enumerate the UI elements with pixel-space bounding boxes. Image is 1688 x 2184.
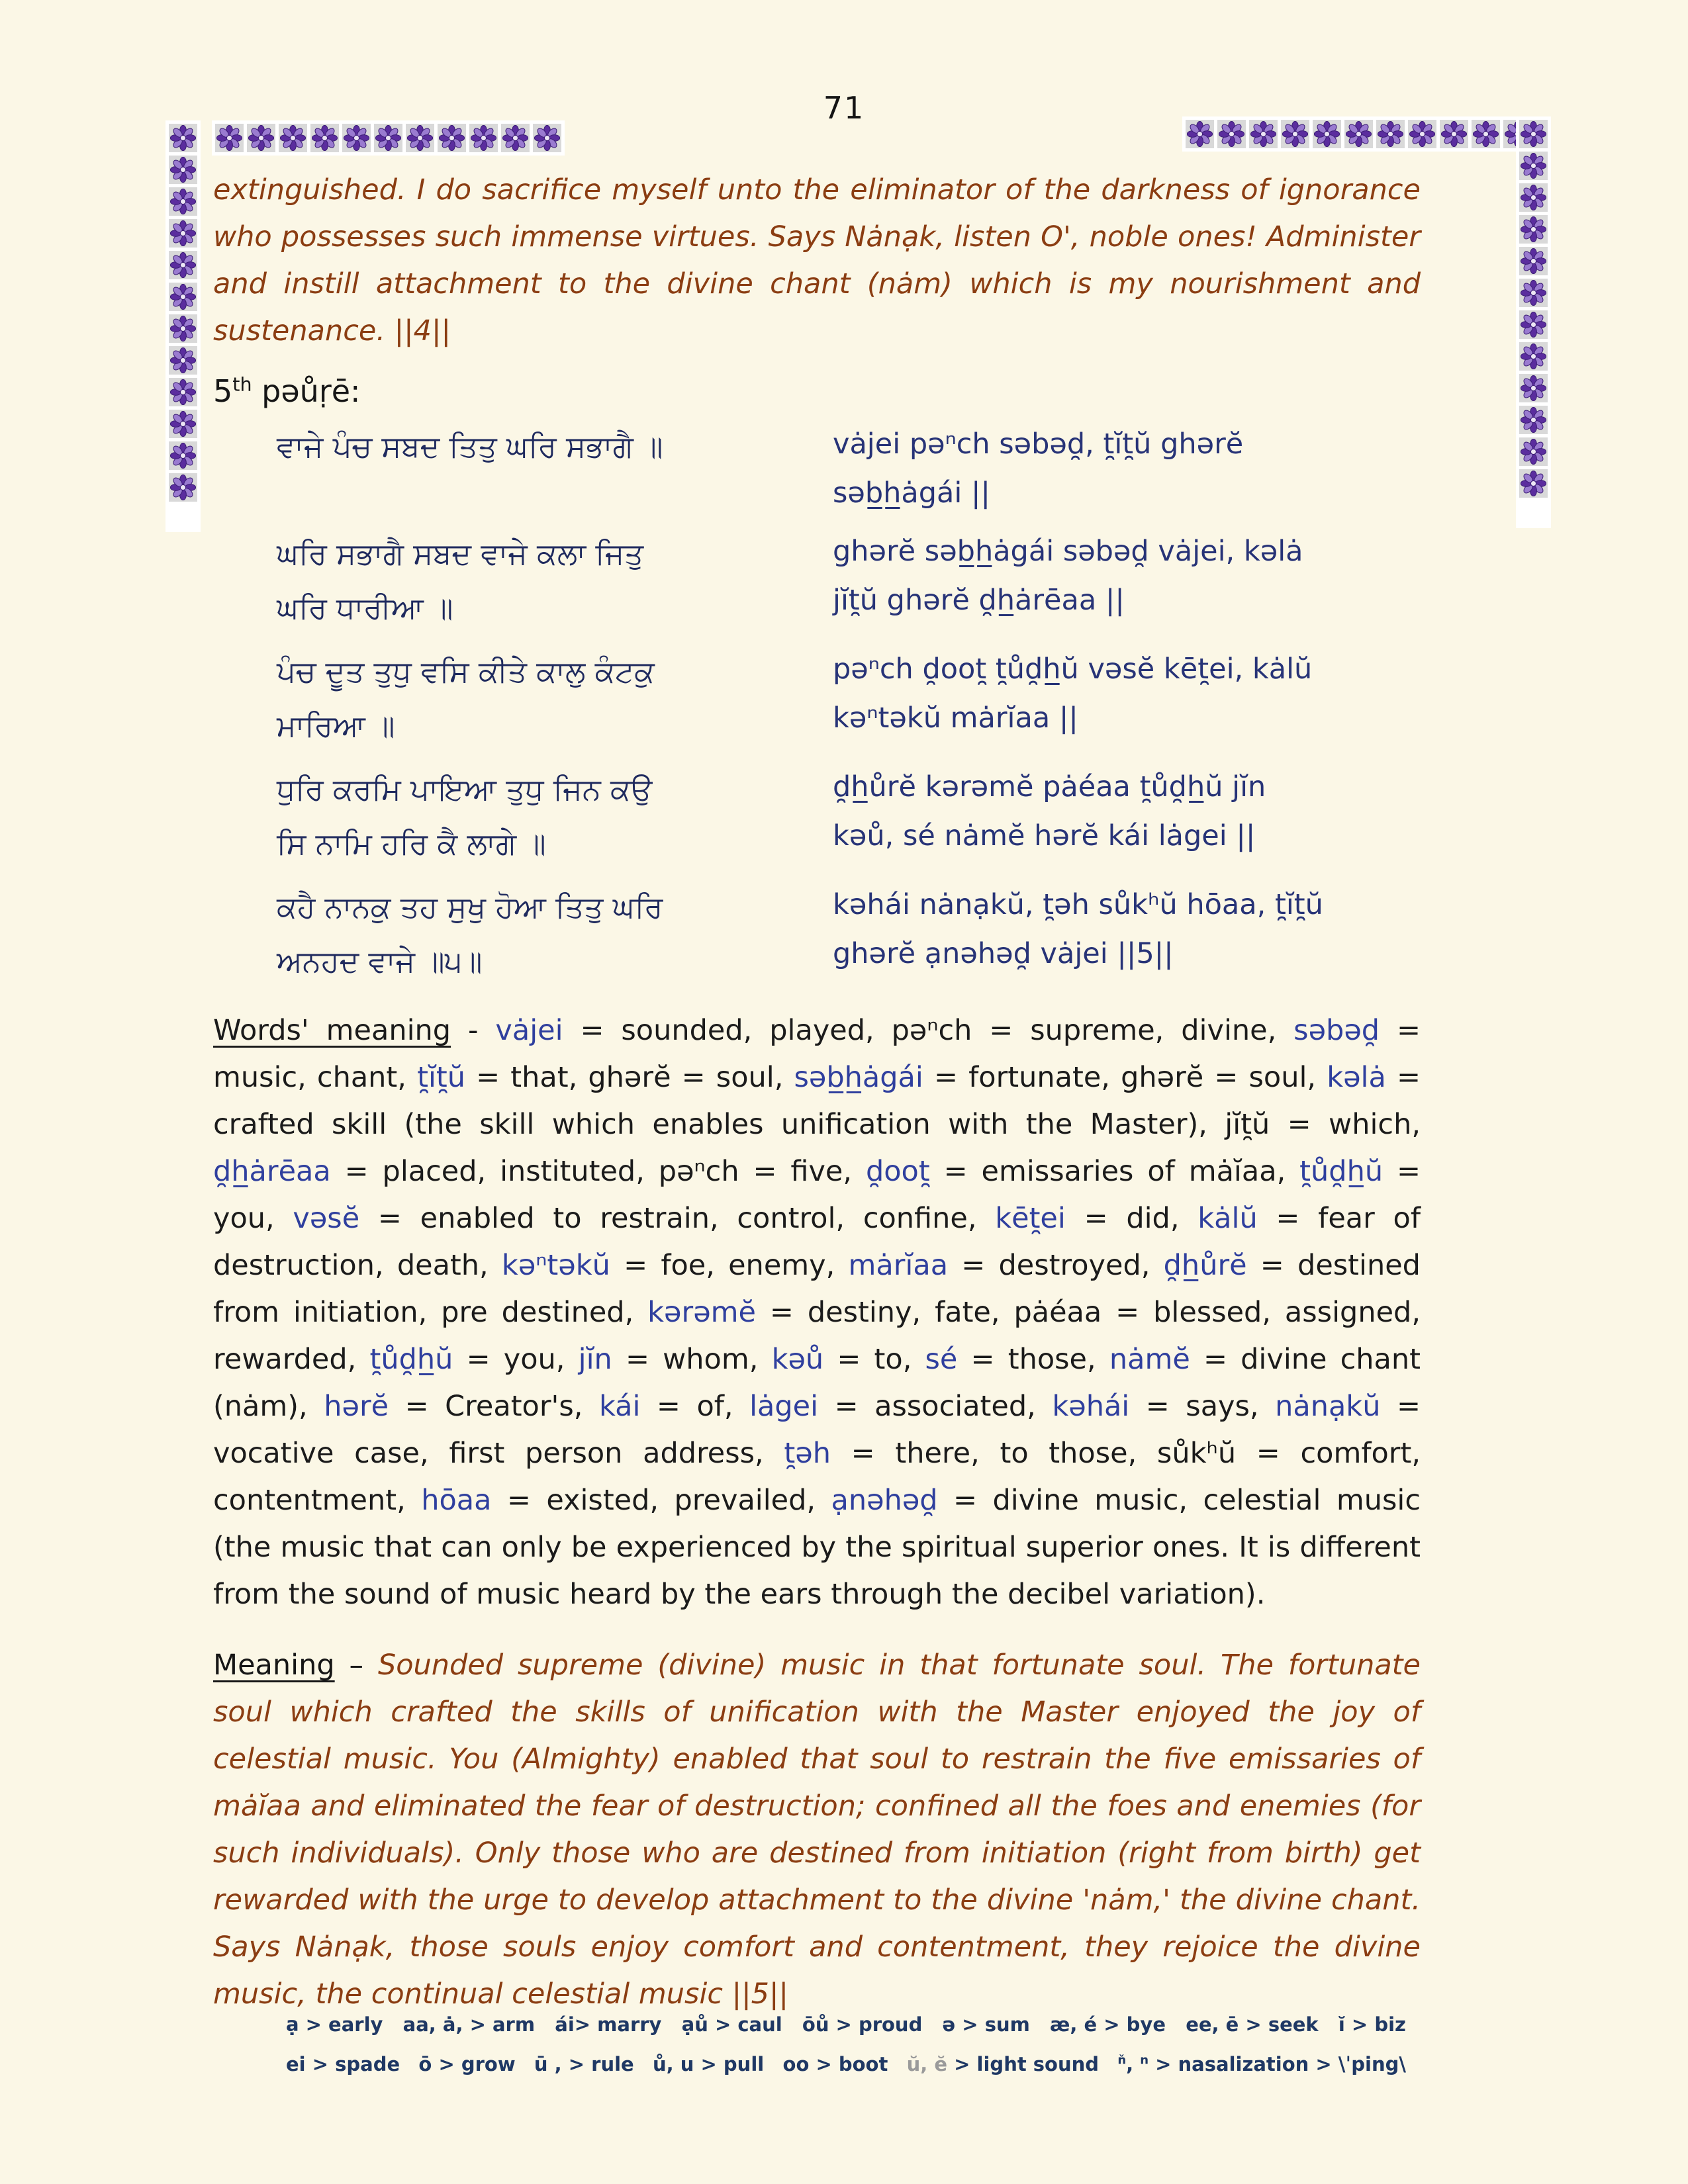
flower-icon — [169, 283, 197, 311]
flower-glyph — [344, 125, 369, 151]
text-segment: ĭ > biz — [1338, 2013, 1406, 2036]
gurmukhi-line: ਸਿ ਨਾਮਿ ਹਰਿ ਕੈ ਲਾਗੇ ॥ — [277, 826, 546, 861]
flower-glyph — [1521, 407, 1546, 433]
text-segment: ə > sum — [942, 2013, 1030, 2036]
flower-icon — [1519, 152, 1548, 180]
transliteration-cell — [833, 527, 1421, 625]
pronunciation-guide — [286, 2013, 1406, 2093]
meaning-text: Sounded supreme (divine) music in that fortunate soul. The fortunate soul which crafted the skills of unification with the Master enjoyed the joy of celestial music. You (Almighty) enabled that soul to restrain the five emissaries of mȧĭaa and eliminated the fear of destruction; confined all the foes and enemies (for such individuals). Only those who are destined from initiation (right from birth) get rewarded with the urge to develop attachment to the divine 'nȧm,' the divine chant. Says Nȧnạk, those souls enjoy comfort and contentment, they rejoice the divine music, the continual celestial music ||5|| — [213, 1649, 1421, 2011]
text-segment: ạů > caul — [681, 2013, 782, 2036]
flower-glyph — [1521, 343, 1546, 369]
flower-icon — [1519, 406, 1548, 434]
flower-icon — [1519, 310, 1548, 339]
text-segment: = vocative case, first person address, — [213, 1390, 1421, 1470]
text-segment: = destined from initiation, pre destined, — [213, 1249, 1421, 1329]
transliteration-line: kəhái nȧnạkŭ, t̯əh sůkʰŭ hōaa, t̯ĭt̯ŭ — [833, 888, 1323, 921]
text-segment: ái> marry — [555, 2013, 662, 2036]
pronunciation-item — [1117, 2053, 1406, 2075]
flower-icon — [1519, 437, 1548, 466]
flower-icon — [169, 314, 197, 343]
flower-icon — [374, 124, 402, 152]
text-segment: kəů — [771, 1343, 824, 1376]
flower-glyph — [1521, 185, 1546, 210]
pronunciation-item — [286, 2053, 400, 2075]
text-segment: n — [1140, 2053, 1149, 2068]
flower-icon — [1519, 374, 1548, 402]
text-segment: t̯ůd̯h̲ŭ — [369, 1343, 453, 1376]
text-segment: t̯ůd̯h̲ŭ — [1299, 1155, 1383, 1188]
text-segment: ōů > proud — [802, 2013, 923, 2036]
border-top-left-row — [212, 120, 565, 156]
text-segment: = you, — [213, 1155, 1421, 1235]
flower-icon — [1472, 120, 1500, 148]
flower-icon — [169, 219, 197, 248]
text-segment: = that, ghərĕ = soul, — [465, 1061, 794, 1094]
gurmukhi-cell — [277, 645, 833, 753]
page-content — [213, 167, 1421, 2018]
flower-glyph — [312, 125, 338, 151]
flower-icon — [169, 441, 197, 470]
text-segment: sé — [925, 1343, 958, 1376]
flower-icon — [279, 124, 307, 152]
pronunciation-item — [1050, 2013, 1166, 2036]
text-segment: = associated, — [818, 1390, 1053, 1423]
text-segment: = crafted skill (the skill which enables unification with the Master), jĭt̯ŭ = which, — [213, 1061, 1421, 1141]
text-segment: kəlȧ — [1327, 1061, 1386, 1094]
flower-glyph — [439, 125, 465, 151]
text-segment: = destroyed, — [948, 1249, 1164, 1282]
flower-glyph — [1473, 121, 1499, 147]
flower-glyph — [170, 284, 196, 310]
text-segment: nȧnạkŭ — [1275, 1390, 1381, 1423]
flower-glyph — [375, 125, 401, 151]
flower-glyph — [170, 252, 196, 278]
flower-icon — [1519, 469, 1548, 498]
pauri-heading — [213, 373, 1421, 409]
gurmukhi-line: ਘਰਿ ਧਾਰੀਆ ॥ — [277, 590, 453, 625]
text-segment: = whom, — [612, 1343, 772, 1376]
flower-glyph — [1521, 121, 1546, 147]
flower-glyph — [1521, 471, 1546, 496]
flower-icon — [1519, 183, 1548, 212]
text-segment: vəsĕ — [293, 1202, 360, 1235]
shabad-row — [277, 880, 1421, 989]
flower-icon — [501, 124, 530, 152]
text-segment: d̯oot̯ — [865, 1155, 930, 1188]
text-segment: mȧrĭaa — [848, 1249, 949, 1282]
flower-icon — [1519, 279, 1548, 307]
text-segment: ạ > early — [286, 2013, 383, 2036]
text-segment: , — [1126, 2053, 1141, 2075]
transliteration-cell — [833, 645, 1421, 743]
gurmukhi-line: ਵਾਜੇ ਪੰਚ ਸਬਦ ਤਿਤੁ ਘਰਿ ਸਭਾਗੈ ॥ — [277, 429, 663, 464]
gurmukhi-cell — [277, 880, 833, 989]
gurmukhi-cell — [277, 527, 833, 635]
translation-paragraph-4: extinguished. I do sacrifice myself unto the eliminator of the darkness of ignorance who possesses such immense virtues. Says Nȧnạk, listen O', noble ones! Administer and instill attachment to the divine chant (nȧm) which is my nourishment and sustenance. ||4|| — [213, 173, 1421, 347]
flower-icon — [310, 124, 339, 152]
text-segment: səb̲h̲ȧgái — [794, 1061, 923, 1094]
flower-icon — [1281, 120, 1309, 148]
transliteration-line: jĭt̯ŭ ghərĕ d̯h̲ȧrēaa || — [833, 584, 1125, 617]
flower-icon — [1313, 120, 1341, 148]
gurmukhi-line: ਮਾਰਿਆ ॥ — [277, 708, 395, 743]
gurmukhi-line: ਧੁਰਿ ਕਰਮਿ ਪਾਇਆ ਤੁਧੁ ਜਿਨ ਕਉ — [277, 772, 653, 807]
flower-icon — [169, 124, 197, 152]
text-segment: kəⁿtəkŭ — [501, 1249, 610, 1282]
flower-icon — [1217, 120, 1246, 148]
text-segment: jĭn — [578, 1343, 612, 1376]
flower-glyph — [170, 443, 196, 469]
pronunciation-item — [403, 2013, 535, 2036]
text-segment: = those, — [957, 1343, 1109, 1376]
text-segment: = fortunate, ghərĕ = soul, — [923, 1061, 1327, 1094]
flower-icon — [406, 124, 434, 152]
flower-icon — [169, 156, 197, 184]
text-segment: = divine chant (nȧm), — [213, 1343, 1421, 1423]
transliteration-line: ghərĕ səb̲h̲ȧgái səbəd̯ vȧjei, kəlȧ — [833, 535, 1303, 568]
border-left-column — [165, 120, 201, 532]
page-number: 71 — [823, 90, 865, 126]
text-segment: = there, to those, sůkʰŭ = comfort, contentment, — [213, 1437, 1421, 1517]
flower-glyph — [1521, 216, 1546, 242]
text-segment: = enabled to restrain, control, confine, — [359, 1202, 996, 1235]
text-segment: kēt̯ei — [995, 1202, 1066, 1235]
pauri-ordinal-suffix: th — [232, 373, 252, 396]
flower-glyph — [1219, 121, 1244, 147]
text-segment: = emissaries of mȧĭaa, — [929, 1155, 1300, 1188]
flower-glyph — [248, 125, 274, 151]
flower-icon — [169, 473, 197, 502]
text-segment: ạnəhəd̯ — [831, 1484, 938, 1517]
flower-icon — [533, 124, 561, 152]
flower-glyph — [1521, 248, 1546, 274]
pronunciation-item — [534, 2053, 634, 2075]
pronunciation-item — [653, 2053, 764, 2075]
flower-icon — [1344, 120, 1373, 148]
flower-glyph — [1378, 121, 1403, 147]
transliteration-line: ghərĕ ạnəhəd̯ vȧjei ||5|| — [833, 937, 1174, 970]
flower-icon — [169, 187, 197, 216]
text-segment: ů, u > pull — [653, 2053, 765, 2075]
meaning-separator: – — [334, 1649, 378, 1682]
transliteration-line: kəⁿtəkŭ mȧrĭaa || — [833, 702, 1078, 735]
transliteration-cell — [833, 880, 1421, 978]
flower-icon — [215, 124, 244, 152]
flower-icon — [247, 124, 275, 152]
text-segment: oo > boot — [782, 2053, 888, 2075]
transliteration-line: kəů, sé nȧmĕ hərĕ kái lȧgei || — [833, 819, 1256, 852]
flower-glyph — [170, 125, 196, 151]
flower-glyph — [1521, 280, 1546, 306]
text-segment: kərəmĕ — [647, 1296, 756, 1329]
text-segment: æ, é > bye — [1050, 2013, 1166, 2036]
gurmukhi-line: ਪੰਚ ਦੂਤ ਤੁਧੁ ਵਸਿ ਕੀਤੇ ਕਾਲੁ ਕੰਟਕੁ — [277, 654, 655, 689]
flower-glyph — [534, 125, 560, 151]
border-top-right-row — [1182, 116, 1535, 152]
text-segment: ei > spade — [286, 2053, 400, 2075]
text-segment: = sounded, played, pəⁿch = supreme, divine, — [563, 1014, 1294, 1047]
flower-icon — [342, 124, 371, 152]
text-segment: > light sound — [954, 2053, 1100, 2075]
text-segment: = foe, enemy, — [610, 1249, 849, 1282]
text-segment: = you, — [453, 1343, 579, 1376]
pronunciation-item — [1186, 2013, 1319, 2036]
words-meaning-paragraph — [213, 1007, 1421, 1618]
text-segment: kəhái — [1052, 1390, 1130, 1423]
flower-glyph — [1282, 121, 1308, 147]
flower-glyph — [170, 220, 196, 246]
flower-glyph — [1521, 153, 1546, 179]
text-segment: t̯əh — [784, 1437, 831, 1470]
pronunciation-row — [286, 2013, 1406, 2036]
pronunciation-item — [286, 2013, 383, 2036]
pronunciation-item — [802, 2013, 922, 2036]
text-segment: = music, chant, — [213, 1014, 1421, 1094]
text-segment: = says, — [1129, 1390, 1276, 1423]
shabad-row — [277, 527, 1421, 635]
flower-icon — [169, 410, 197, 438]
transliteration-line: d̯h̲ůrĕ kərəmĕ pȧéaa t̯ůd̯h̲ŭ jĭn — [833, 770, 1266, 803]
pronunciation-item — [1338, 2013, 1406, 2036]
text-segment: kái — [598, 1390, 641, 1423]
flower-icon — [169, 251, 197, 279]
flower-icon — [1249, 120, 1278, 148]
text-segment: d̯h̲ȧrēaa — [213, 1155, 331, 1188]
text-segment: ō > grow — [418, 2053, 516, 2075]
text-segment: = Creator's, — [389, 1390, 599, 1423]
text-segment: hərĕ — [324, 1390, 389, 1423]
flower-icon — [1186, 120, 1214, 148]
flower-glyph — [502, 125, 528, 151]
flower-glyph — [1521, 375, 1546, 401]
gurmukhi-line: ਕਹੈ ਨਾਨਕੁ ਤਹ ਸੁਖੁ ਹੋਆ ਤਿਤੁ ਘਰਿ — [277, 889, 663, 925]
text-segment: ū , > rule — [534, 2053, 634, 2075]
text-segment: nȧmĕ — [1109, 1343, 1190, 1376]
flower-icon — [1519, 247, 1548, 275]
flower-glyph — [1187, 121, 1213, 147]
flower-glyph — [216, 125, 242, 151]
text-segment: d̯h̲ůrĕ — [1163, 1249, 1247, 1282]
transliteration-line: pəⁿch d̯oot̯ t̯ůd̯h̲ŭ vəsĕ kēt̯ei, kȧlŭ — [833, 653, 1313, 686]
text-segment: = of, — [640, 1390, 750, 1423]
flower-icon — [1519, 342, 1548, 371]
text-segment: = placed, instituted, pəⁿch = five, — [330, 1155, 866, 1188]
pronunciation-item — [418, 2053, 515, 2075]
flower-glyph — [1521, 439, 1546, 465]
text-segment: ň — [1117, 2053, 1127, 2068]
gurmukhi-line: ਘਰਿ ਸਭਾਗੈ ਸਬਦ ਵਾਜੇ ਕਲਾ ਜਿਤੁ — [277, 536, 644, 571]
transliteration-line: vȧjei pəⁿch səbəd̯, t̯ĭt̯ŭ ghərĕ — [833, 428, 1244, 461]
text-segment: = divine music, celestial music (the music that can only be experienced by the spiritual superior ones. It is different from the sound of music heard by the ears through the decibel variation). — [213, 1484, 1421, 1611]
text-segment: > nasalization > \ˈping\ — [1149, 2053, 1406, 2075]
text-segment: kȧlŭ — [1197, 1202, 1258, 1235]
text-segment: ŭ, ĕ — [906, 2053, 955, 2075]
border-right-column — [1516, 116, 1551, 528]
pronunciation-row — [286, 2053, 1406, 2075]
transliteration-cell — [833, 420, 1421, 518]
text-segment: t̯ĭt̯ŭ — [417, 1061, 465, 1094]
flower-glyph — [1346, 121, 1372, 147]
text-segment: = to, — [823, 1343, 925, 1376]
pronunciation-item — [682, 2013, 782, 2036]
flower-glyph — [170, 411, 196, 437]
flower-glyph — [407, 125, 433, 151]
text-segment: lȧgei — [749, 1390, 819, 1423]
flower-glyph — [170, 347, 196, 373]
text-segment: = existed, prevailed, — [491, 1484, 831, 1517]
flower-glyph — [1250, 121, 1276, 147]
gurmukhi-cell — [277, 762, 833, 871]
flower-icon — [438, 124, 466, 152]
gurmukhi-line: ਅਨਹਦ ਵਾਜੇ ॥੫॥ — [277, 944, 483, 979]
meaning-paragraph — [213, 1642, 1421, 2018]
shabad-row — [277, 762, 1421, 871]
text-segment: = did, — [1065, 1202, 1198, 1235]
flower-icon — [1376, 120, 1405, 148]
text-segment: ee, ē > seek — [1186, 2013, 1319, 2036]
flower-glyph — [471, 125, 496, 151]
gurmukhi-cell — [277, 420, 833, 474]
flower-icon — [169, 346, 197, 375]
shabad-row — [277, 645, 1421, 753]
pronunciation-item — [555, 2013, 661, 2036]
flower-icon — [1519, 120, 1548, 148]
flower-glyph — [280, 125, 306, 151]
words-meaning-label: Words' meaning — [213, 1014, 451, 1047]
flower-icon — [1519, 215, 1548, 244]
flower-icon — [1408, 120, 1436, 148]
shabad-row — [277, 420, 1421, 518]
pronunciation-item — [907, 2053, 1099, 2075]
words-meaning-separator: - — [451, 1014, 496, 1047]
text-segment: = destiny, fate, pȧéaa = blessed, assigned, rewarded, — [213, 1296, 1421, 1376]
transliteration-line: səb̲h̲ȧgái || — [833, 477, 990, 510]
words-meaning-text — [213, 1014, 1421, 1611]
flower-icon — [1440, 120, 1468, 148]
flower-glyph — [1441, 121, 1467, 147]
pauri-number: 5 — [213, 373, 233, 409]
flower-glyph — [1314, 121, 1340, 147]
flower-icon — [169, 378, 197, 406]
flower-glyph — [170, 189, 196, 214]
text-segment: = fear of destruction, death, — [213, 1202, 1421, 1282]
flower-glyph — [1521, 312, 1546, 338]
text-segment: aa, ȧ, > arm — [402, 2013, 536, 2036]
flower-glyph — [170, 316, 196, 341]
flower-glyph — [170, 157, 196, 183]
text-segment: hōaa — [421, 1484, 492, 1517]
flower-icon — [469, 124, 498, 152]
text-segment: səbəd̯ — [1293, 1014, 1380, 1047]
meaning-label: Meaning — [213, 1649, 335, 1682]
pauri-title: pəůṛē: — [252, 373, 361, 409]
shabad-table — [277, 420, 1421, 989]
text-segment: vȧjei — [495, 1014, 563, 1047]
flower-glyph — [170, 475, 196, 500]
pronunciation-item — [783, 2053, 888, 2075]
pronunciation-item — [943, 2013, 1030, 2036]
flower-glyph — [170, 379, 196, 405]
transliteration-cell — [833, 762, 1421, 860]
flower-glyph — [1409, 121, 1435, 147]
